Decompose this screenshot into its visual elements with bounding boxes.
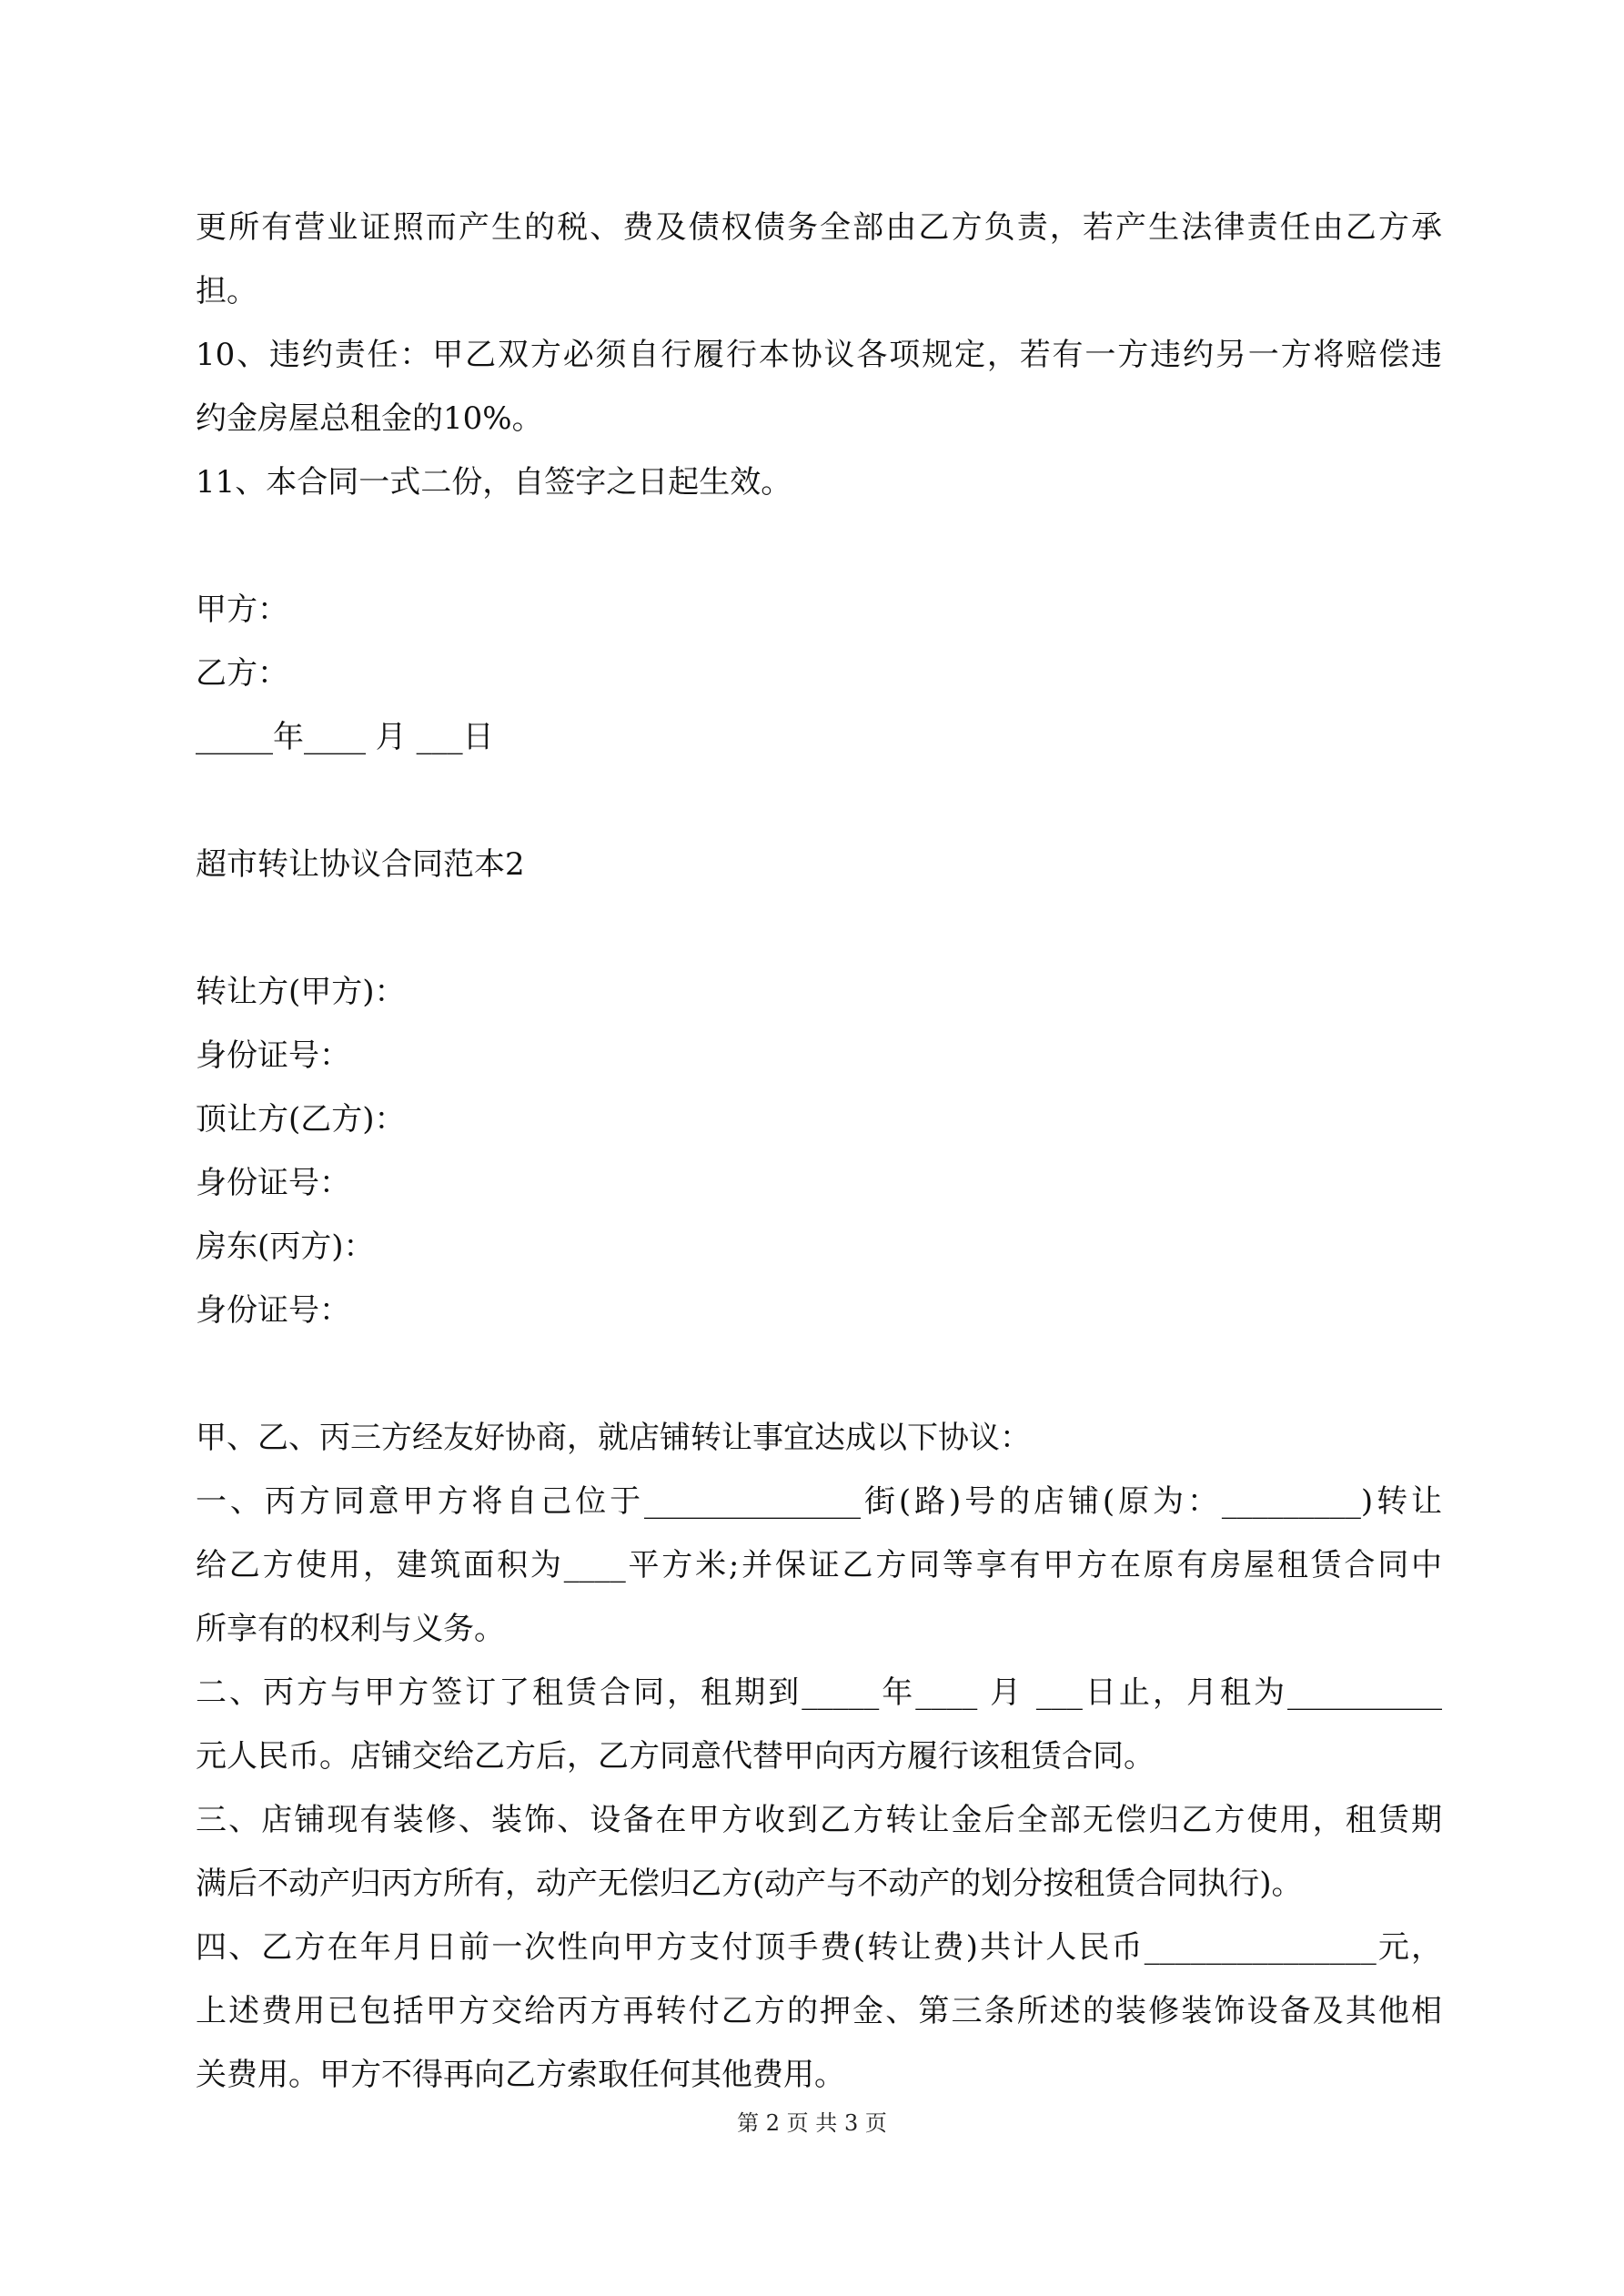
page-footer: 第 2 页 共 3 页 — [737, 2110, 887, 2136]
clause-3-line: 满后不动产归丙方所有，动产无偿归乙方(动产与不动产的划分按租赁合同执行)。 — [196, 1866, 1303, 1902]
agreement-intro: 甲、乙、丙三方经友好协商，就店铺转让事宜达成以下协议： — [196, 1420, 1031, 1456]
clause-1-line: 所享有的权利与义务。 — [196, 1611, 505, 1647]
paragraph-line: 担。 — [196, 273, 257, 309]
clause-1-line: 一、丙方同意甲方将自己位于______________街(路)号的店铺(原为：_________)转让 — [196, 1483, 1442, 1520]
section-heading: 超市转让协议合同范本2 — [196, 846, 525, 883]
signature-party-a: 甲方： — [196, 592, 288, 628]
clause-4-line: 四、乙方在年月日前一次性向甲方支付顶手费(转让费)共计人民币_______________元， — [196, 1929, 1442, 1966]
clause-4-line: 上述费用已包括甲方交给丙方再转付乙方的押金、第三条所述的装修装饰设备及其他相 — [196, 1993, 1442, 2029]
clause-10-line: 约金房屋总租金的10%。 — [196, 400, 543, 437]
clause-11-line: 11、本合同一式二份，自签字之日起生效。 — [196, 464, 792, 501]
transferor-id-field: 身份证号： — [196, 1037, 350, 1074]
transferor-field: 转让方(甲方)： — [196, 974, 406, 1010]
landlord-field: 房东(丙方)： — [196, 1229, 375, 1265]
clause-10-line: 10、违约责任：甲乙双方必须自行履行本协议各项规定，若有一方违约另一方将赔偿违 — [196, 337, 1442, 373]
transferee-field: 顶让方(乙方)： — [196, 1101, 406, 1138]
clause-2-line: 二、丙方与甲方签订了租赁合同，租期到_____年____ 月 ___日止，月租为__________ — [196, 1674, 1442, 1711]
paragraph-line: 更所有营业证照而产生的税、费及债权债务全部由乙方负责，若产生法律责任由乙方承 — [196, 209, 1442, 246]
landlord-id-field: 身份证号： — [196, 1292, 350, 1329]
signature-party-b: 乙方： — [196, 655, 288, 692]
clause-1-line: 给乙方使用，建筑面积为____平方米;并保证乙方同等享有甲方在原有房屋租赁合同中 — [196, 1547, 1442, 1583]
transferee-id-field: 身份证号： — [196, 1165, 350, 1201]
clause-4-line: 关费用。甲方不得再向乙方索取任何其他费用。 — [196, 2057, 845, 2093]
signature-date: _____年____ 月 ___日 — [196, 719, 494, 755]
clause-2-line: 元人民币。店铺交给乙方后，乙方同意代替甲向丙方履行该租赁合同。 — [196, 1738, 1155, 1775]
clause-3-line: 三、店铺现有装修、装饰、设备在甲方收到乙方转让金后全部无偿归乙方使用，租赁期 — [196, 1802, 1442, 1838]
